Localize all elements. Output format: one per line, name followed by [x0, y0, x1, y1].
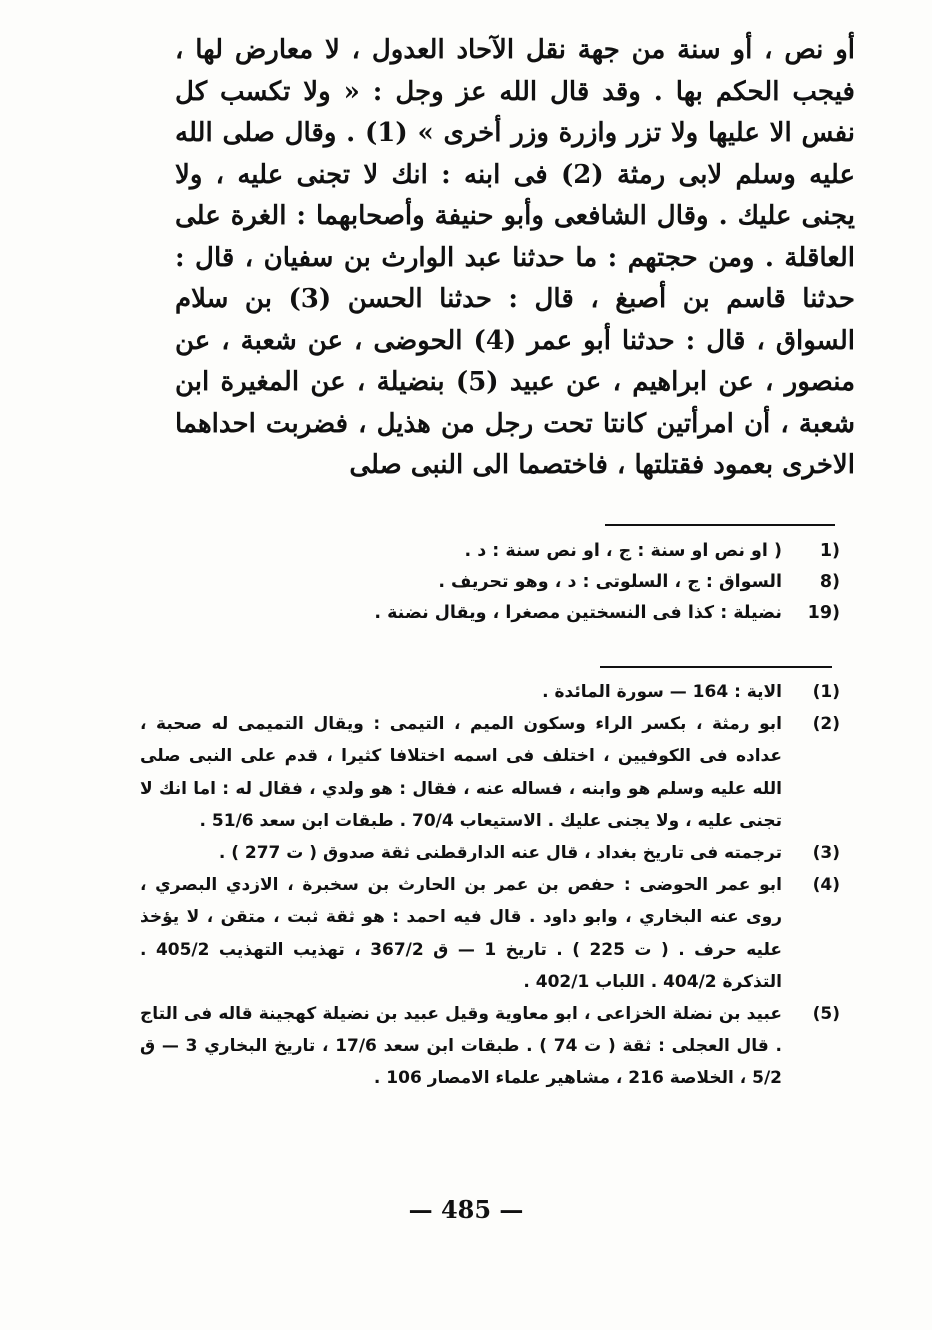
variant-note-number: 19): [807, 603, 840, 623]
variant-notes: [180, 536, 840, 629]
footnote-text: عبيد بن نضلة الخزاعى ، ابو معاوية وقيل عبيد بن نضيلة كهجينة قاله فى التاج . قال العجلى : ثقة ( ت 74 ) . طبقات ابن سعد 17/6 ، تاريخ البخاري 3 — ق 5/2 ، الخلاصة 216 ، مشاهير علماء الامصار 106 .: [140, 1004, 782, 1089]
footnote: [140, 676, 840, 708]
footnote-text: الاية : 164 — سورة المائدة .: [542, 682, 782, 702]
footnote-text: ترجمته فى تاريخ بغداد ، قال عنه الدارقطنى ثقة صدوق ( ت 277 ) .: [218, 843, 782, 864]
variant-note-text: نضيلة : كذا فى النسختين مصغرا ، ويقال نضنة .: [374, 603, 782, 623]
footnotes-separator: [600, 666, 832, 668]
footnote: [140, 869, 840, 998]
page-number: — 485 —: [408, 1195, 524, 1224]
footnote-number: (4): [812, 875, 840, 896]
footnote-text: ابو عمر الحوضى : حفص بن عمر بن الحارث بن سخبرة ، الازدي البصري ، روى عنه البخاري ، وابو داود . قال فيه احمد : هو ثقة ثبت ، متقن ، لا يؤخذ عليه حرف . ( ت 225 ) . تاريخ 1 — ق 367/2 ، تهذيب التهذيب 405/2 . التذكرة 404/2 . اللباب 402/1 .: [140, 875, 782, 992]
variant-note: [180, 598, 840, 629]
variant-note: [180, 536, 840, 567]
variant-note-number: 8): [819, 572, 840, 592]
footnote-number: (5): [812, 1004, 840, 1025]
footnote: [140, 708, 840, 837]
variant-note-number: 1): [819, 541, 840, 561]
variant-note-text: السواق : ج ، السلوتى : د ، وهو تحريف .: [438, 572, 782, 592]
variant-note-text: ( او نص او سنة : ج ، او نص سنة : د .: [464, 541, 782, 561]
footnote: [140, 837, 840, 869]
footnote-number: (1): [812, 682, 840, 702]
variant-notes-separator: [605, 524, 835, 526]
main-text-block: [175, 30, 855, 487]
footnote: [140, 998, 840, 1095]
footnote-number: (2): [812, 714, 840, 735]
variant-note: [180, 567, 840, 598]
footnote-text: ابو رمثة ، بكسر الراء وسكون الميم ، التيمى : ويقال التميمى له صحبة ، عداده فى الكوفيين ، اختلف فى اسمه اختلافا كثيرا ، قدم على النبى صلى الله عليه وسلم هو وابنه ، فساله عنه ، فقال : هو ولدي ، فقال له : اما انك لا تجنى عليه ، ولا يجنى عليك . الاستيعاب 70/4 . طبقات ابن سعد 51/6 .: [140, 714, 782, 831]
footnote-number: (3): [812, 843, 840, 864]
footnotes: [140, 676, 840, 1095]
main-paragraph: أو نص ، أو سنة من جهة نقل الآحاد العدول ، لا معارض لها ، فيجب الحكم بها . وقد قال الله عز وجل : « ولا تكسب كل نفس الا عليها ولا تزر وازرة وزر أخرى » (1) . وقال صلى الله عليه وسلم لابى رمثة (2) فى ابنه : انك لا تجنى عليه ، ولا يجنى عليك . وقال الشافعى وأبو حنيفة وأصحابهما : الغرة على العاقلة . ومن حجتهم : ما حدثنا عبد الوارث بن سفيان ، قال : حدثنا قاسم بن أصبغ ، قال : حدثنا الحسن (3) بن سلام السواق ، قال : حدثنا أبو عمر (4) الحوضى ، عن شعبة ، عن منصور ، عن ابراهيم ، عن عبيد (5) بنضيلة ، عن المغيرة ابن شعبة ، أن امرأتين كانتا تحت رجل من هذيل ، فضربت احداهما الاخرى بعمود فقتلتها ، فاختصما الى النبى صلى: [175, 35, 856, 480]
